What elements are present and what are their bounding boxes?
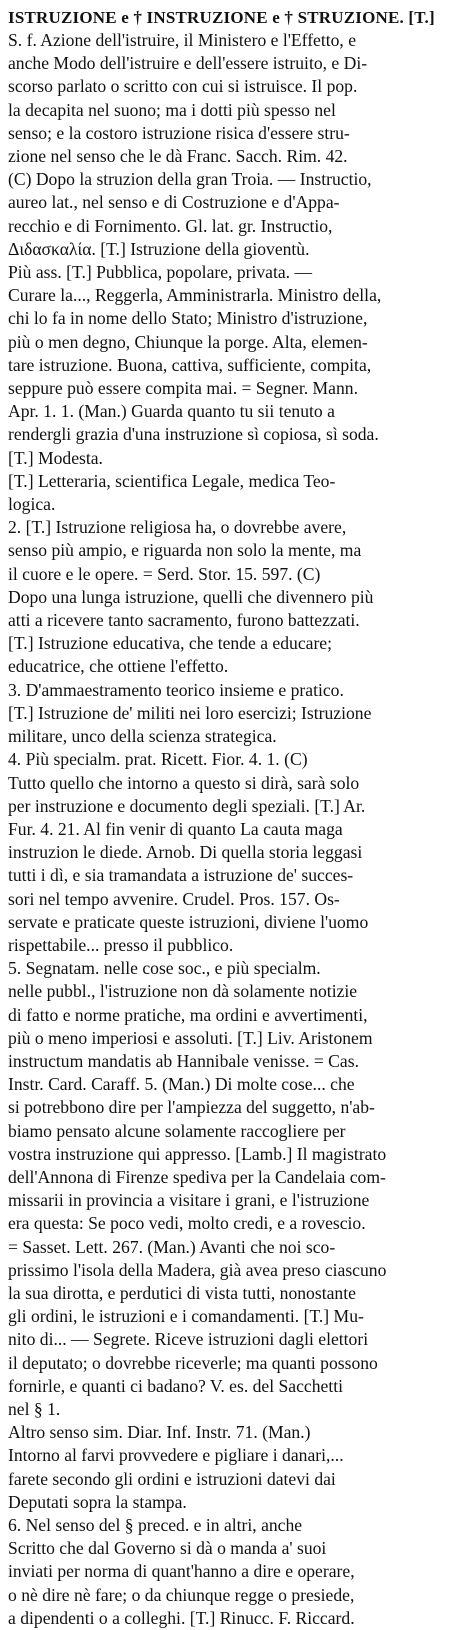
entry-line: biamo pensato alcune solamente raccogliere per <box>8 1120 346 1141</box>
entry-line: logica. <box>8 494 56 515</box>
entry-line: 5. Segnatam. nelle cose soc., e più specialm. <box>8 958 321 979</box>
entry-line: instruzion le diede. Arnob. Di quella storia leggasi <box>8 842 363 863</box>
entry-line: servate e praticate queste istruzioni, diviene l'uomo <box>8 911 369 932</box>
entry-line: si potrebbono dire per l'ampiezza del suggetto, n'ab- <box>8 1097 375 1118</box>
entry-body <box>8 29 462 1630</box>
entry-line: [T.] Modesta. <box>8 447 103 468</box>
entry-line: rispettabile... presso il pubblico. <box>8 934 234 955</box>
entry-line: instructum mandatis ab Hannibale venisse. = Cas. <box>8 1050 359 1071</box>
entry-line: S. f. Azione dell'istruire, il Ministero e l'Effetto, e <box>8 30 357 50</box>
entry-line: [T.] Istruzione de' militi nei loro esercizi; Istruzione <box>8 702 372 723</box>
entry-line: dell'Annona di Firenze spediva per la Candelaia com- <box>8 1166 386 1187</box>
entry-line: Scritto che dal Governo si dà o manda a' suoi <box>8 1538 327 1559</box>
entry-line: scorso parlato o scritto con cui si istruisce. Il pop. <box>8 76 358 97</box>
entry-line: Curare la..., Reggerla, Amministrarla. Ministro della, <box>8 285 382 306</box>
entry-line: 4. Più specialm. prat. Ricett. Fior. 4. 1. (C) <box>8 749 308 770</box>
entry-line: il cuore e le opere. = Serd. Stor. 15. 597. (C) <box>8 563 321 584</box>
entry-line: era questa: Se poco vedi, molto credi, e a rovescio. <box>8 1213 366 1234</box>
entry-line: [T.] Istruzione educativa, che tende a educare; <box>8 633 332 654</box>
entry-line: senso; e la costoro istruzione risica d'essere stru- <box>8 122 350 143</box>
entry-line: più o men degno, Chiunque la porge. Alta, elemen- <box>8 331 368 352</box>
entry-line: nel § 1. <box>8 1398 61 1419</box>
entry-line: 6. Nel senso del § preced. e in altri, anche <box>8 1515 303 1535</box>
entry-line: il deputato; o dovrebbe riceverle; ma quanti possono <box>8 1352 378 1373</box>
entry-line: Dopo una lunga istruzione, quelli che divennero più <box>8 586 374 607</box>
entry-line: militare, unco della scienza strategica. <box>8 726 277 747</box>
entry-line: tutti i dì, e sia tramandata a istruzione de' succes- <box>8 865 354 886</box>
entry-line: senso più ampio, e riguarda non solo la mente, ma <box>8 540 362 561</box>
entry-line: atti a ricevere tanto sacramento, furono battezzati. <box>8 610 360 631</box>
entry-headword: ISTRUZIONE e † INSTRUZIONE e † STRUZIONE. [T.] <box>8 8 435 27</box>
entry-line: recchio e di Fornimento. Gl. lat. gr. Instructio, <box>8 215 333 236</box>
entry-line: = Sasset. Lett. 267. (Man.) Avanti che noi sco- <box>8 1236 336 1257</box>
entry-line: per instruzione e documento degli speziali. [T.] Ar. <box>8 795 366 816</box>
entry-line: missarii in provincia a visitare i grani, e l'istruzione <box>8 1190 370 1211</box>
entry-line: educatrice, che ottiene l'effetto. <box>8 656 229 677</box>
entry-line: più o meno imperiosi e assoluti. [T.] Liv. Aristonem <box>8 1027 373 1048</box>
entry-line: la sua dirotta, e perdutici di vista tutti, nonostante <box>8 1282 356 1303</box>
entry-line: sori nel tempo avvenire. Crudel. Pros. 157. Os- <box>8 888 340 909</box>
entry-line: prissimo l'isola della Madera, già avea preso ciascuno <box>8 1259 387 1280</box>
entry-line: Altro senso sim. Diar. Inf. Instr. 71. (Man.) <box>8 1422 311 1443</box>
entry-line: [T.] Letteraria, scientifica Legale, medica Teo- <box>8 470 336 491</box>
entry-line: seppure può essere compita mai. = Segner. Mann. <box>8 378 358 399</box>
entry-line: Deputati sopra la stampa. <box>8 1491 187 1512</box>
entry-line: Apr. 1. 1. (Man.) Guarda quanto tu sii tenuto a <box>8 401 335 422</box>
entry-line: nelle pubbl., l'istruzione non dà solamente notizie <box>8 981 358 1002</box>
entry-line: fornirle, e quanti ci badano? V. es. del Sacchetti <box>8 1375 343 1396</box>
entry-line: Intorno al farvi provvedere e pigliare i danari,... <box>8 1445 344 1466</box>
entry-line: Διδασκαλία. [T.] Istruzione della gioventù. <box>8 238 310 259</box>
entry-line: nito di... — Segrete. Riceve istruzioni dagli elettori <box>8 1329 369 1350</box>
entry-line: rendergli grazia d'una instruzione sì copiosa, sì soda. <box>8 424 379 445</box>
entry-line: inviati per norma di quant'hanno a dire e operare, <box>8 1561 355 1582</box>
entry-line: la decapita nel suono; ma i dotti più spesso nel <box>8 99 336 120</box>
entry-line: tare istruzione. Buona, cattiva, sufficiente, compita, <box>8 354 372 375</box>
entry-line: o nè dire nè fare; o da chiunque regge o presiede, <box>8 1584 355 1605</box>
entry-line: farete secondo gli ordini e istruzioni datevi dai <box>8 1468 336 1489</box>
entry-line: Fur. 4. 21. Al fin venir di quanto La cauta maga <box>8 818 343 839</box>
entry-line: 3. D'ammaestramento teorico insieme e pratico. <box>8 679 344 700</box>
entry-line: 2. [T.] Istruzione religiosa ha, o dovrebbe avere, <box>8 517 347 538</box>
entry-line: anche Modo dell'istruire e dell'essere istruito, e Di- <box>8 53 368 74</box>
entry-line: aureo lat., nel senso e di Costruzione e d'Appa- <box>8 192 340 213</box>
entry-line: chi lo fa in nome dello Stato; Ministro d'istruzione, <box>8 308 368 329</box>
entry-line: di fatto e norme pratiche, ma ordini e avvertimenti, <box>8 1004 368 1025</box>
entry-line: Instr. Card. Caraff. 5. (Man.) Di molte cose... che <box>8 1074 355 1095</box>
entry-line: (C) Dopo la struzion della gran Troia. — Instructio, <box>8 169 372 190</box>
entry-line: a dipendenti o a colleghi. [T.] Rinucc. F. Riccard. <box>8 1607 355 1628</box>
entry-line: vostra instruzione qui appresso. [Lamb.] Il magistrato <box>8 1143 387 1164</box>
entry-line: Più ass. [T.] Pubblica, popolare, privata. — <box>8 262 313 283</box>
entry-line: gli ordini, le istruzioni e i comandamenti. [T.] Mu- <box>8 1306 364 1327</box>
entry-line: Tutto quello che intorno a questo si dirà, sarà solo <box>8 772 360 793</box>
entry-line: zione nel senso che le dà Franc. Sacch. Rim. 42. <box>8 146 348 167</box>
